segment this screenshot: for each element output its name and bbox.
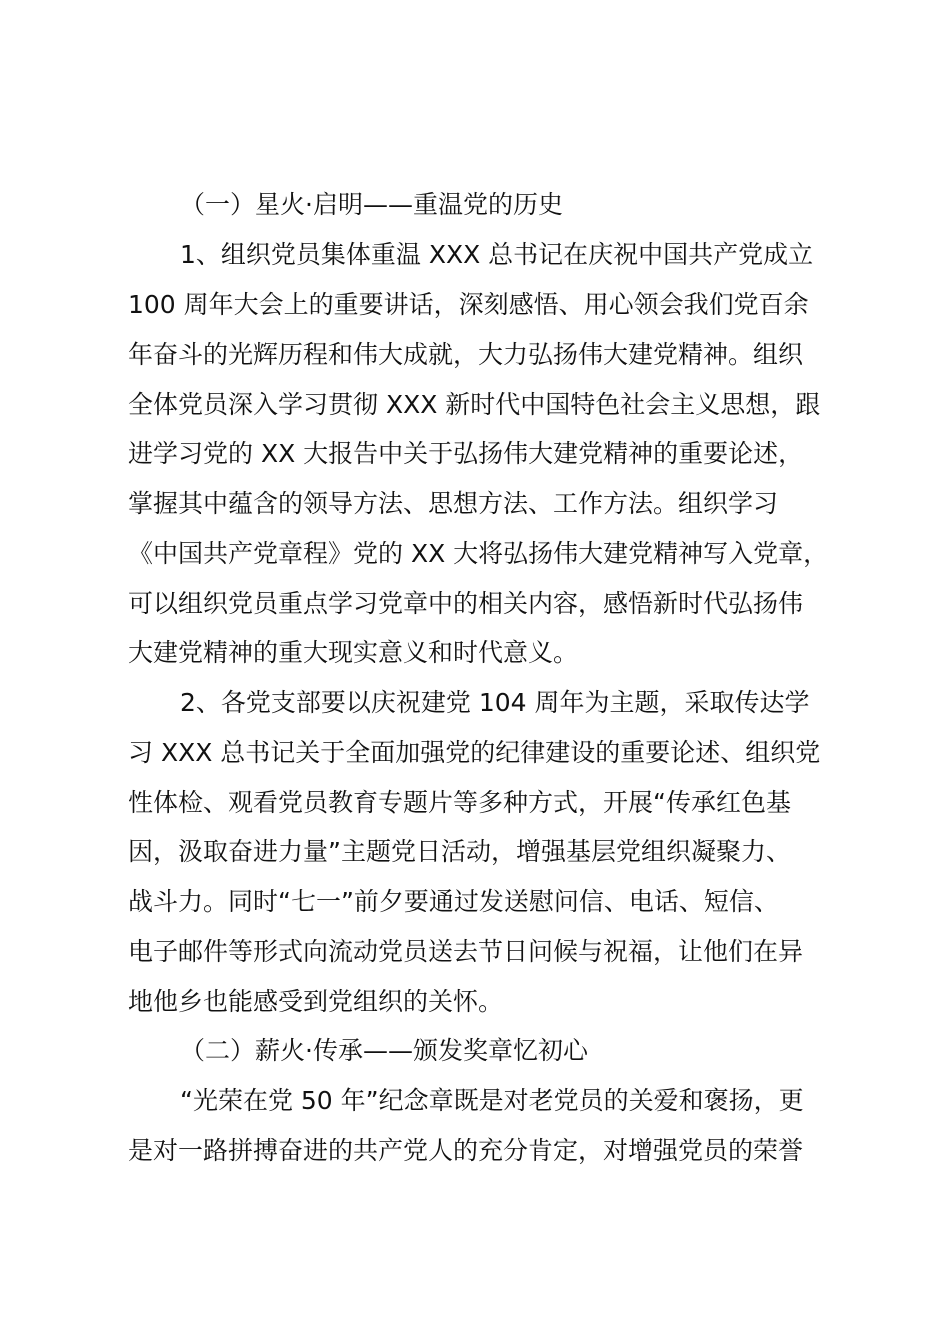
paragraph-3-line: “光荣在党 50 年”纪念章既是对老党员的关爱和褒扬，更 <box>180 1086 804 1115</box>
paragraph-2-line: 因，汲取奋进力量”主题党日活动，增强基层党组织凝聚力、 <box>128 837 791 866</box>
paragraph-1-line: 可以组织党员重点学习党章中的相关内容，感悟新时代弘扬伟 <box>128 589 804 618</box>
paragraph-1-line: 进学习党的 XX 大报告中关于弘扬伟大建党精神的重要论述， <box>128 439 804 468</box>
paragraph-1-line: 全体党员深入学习贯彻 XXX 新时代中国特色社会主义思想，跟 <box>128 390 821 419</box>
paragraph-2-line: 2、各党支部要以庆祝建党 104 周年为主题，采取传达学 <box>180 688 810 717</box>
section-heading-2: （二）薪火·传承——颁发奖章忆初心 <box>180 1036 588 1065</box>
paragraph-1-line: 掌握其中蕴含的领导方法、思想方法、工作方法。组织学习 <box>128 489 779 518</box>
paragraph-2-line: 习 XXX 总书记关于全面加强党的纪律建设的重要论述、组织党 <box>128 738 821 767</box>
paragraph-1-line: 《中国共产党章程》党的 XX 大将弘扬伟大建党精神写入党章， <box>128 539 829 568</box>
paragraph-2-line: 地他乡也能感受到党组织的关怀。 <box>128 987 504 1016</box>
paragraph-2-line: 电子邮件等形式向流动党员送去节日问候与祝福，让他们在异 <box>128 937 804 966</box>
paragraph-1-line: 大建党精神的重大现实意义和时代意义。 <box>128 638 579 667</box>
paragraph-1-line: 100 周年大会上的重要讲话，深刻感悟、用心领会我们党百余 <box>128 290 809 319</box>
paragraph-2-line: 性体检、观看党员教育专题片等多种方式，开展“传承红色基 <box>128 788 791 817</box>
paragraph-3-line: 是对一路拼搏奋进的共产党人的充分肯定，对增强党员的荣誉 <box>128 1136 804 1165</box>
paragraph-1-line: 年奋斗的光辉历程和伟大成就，大力弘扬伟大建党精神。组织 <box>128 340 804 369</box>
paragraph-1-line: 1、组织党员集体重温 XXX 总书记在庆祝中国共产党成立 <box>180 240 814 269</box>
section-heading-1: （一）星火·启明——重温党的历史 <box>180 190 563 219</box>
paragraph-2-line: 战斗力。同时“七一”前夕要通过发送慰问信、电话、短信、 <box>128 887 779 916</box>
